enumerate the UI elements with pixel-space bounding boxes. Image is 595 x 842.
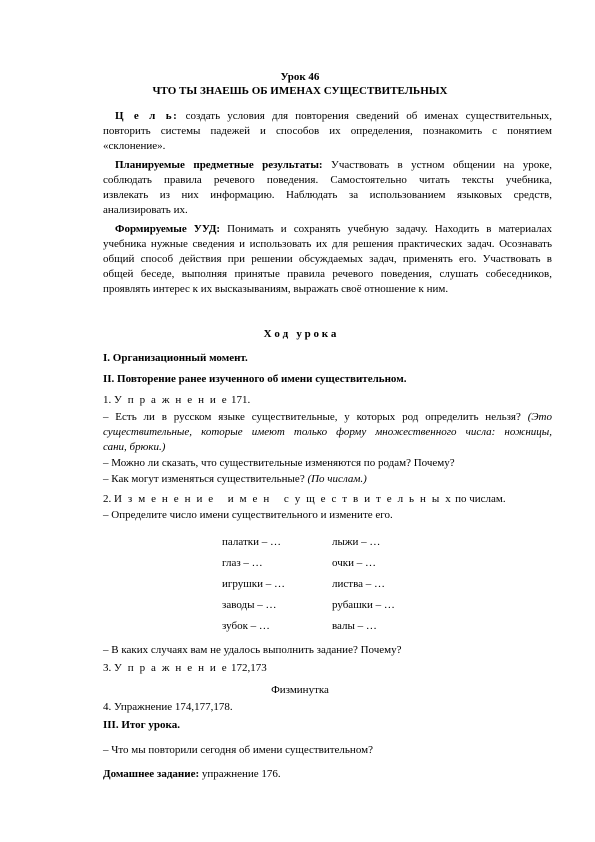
word-left-1: палатки – … [222,536,281,548]
question-4: – В каких случаях вам не удалось выполнить задание? Почему? [103,644,402,656]
homework-label: Домашнее задание: [103,768,200,780]
uud-line-2: учебника нужные сведения и использовать их для решения практических задач. Осознавать [103,238,552,250]
results-line-3: извлекать из них информацию. Наблюдать за использованием языковых средств, [103,189,552,201]
stage-2: II. Повторение ранее изученного об имени существительном. [103,373,407,385]
goal-line-1: Ц е л ь: создать условия для повторения сведений об именах существительных, [115,110,552,122]
results-line-2: соблюдать правила речевого поведения. Самостоятельно читать тексты учебника, [103,174,552,186]
exercise-4: 4. Упражнение 174,177,178. [103,701,233,713]
question-2: – Можно ли сказать, что существительные изменяются по родам? Почему? [103,457,455,469]
word-left-5: зубок – … [222,620,270,632]
task-2-instruction: – Определите число имени существительного и измените его. [103,509,393,521]
results-line-1: Планируемые предметные результаты: Участвовать в устном общении на уроке, [115,159,552,171]
uud-label: Формируемые УУД: [115,223,221,235]
word-left-3: игрушки – … [222,578,285,590]
word-right-5: валы – … [332,620,377,632]
task-2-heading: 2. И з м е н е н и е и м е н с у щ е с т в и т е л ь н ы х по числам. [103,493,506,505]
goal-line-3: «склонение». [103,140,166,152]
lesson-number: Урок 46 [280,71,320,83]
fizminutka: Физминутка [271,684,329,696]
exercise-3: 3. У п р а ж н е н и е 172,173 [103,662,267,674]
word-right-3: листва – … [332,578,385,590]
goal-line-2: повторить системы падежей и способов их определения, познакомить с понятием [103,125,552,137]
uud-line-4: общей беседе, выполняя принятые правила речевого поведения, слушать собеседников, [103,268,552,280]
question-1: – Есть ли в русском языке существительные, у которых род определить нельзя? (Это [103,411,552,423]
word-left-2: глаз – … [222,557,263,569]
word-left-4: заводы – … [222,599,277,611]
stage-1: I. Организационный момент. [103,352,248,364]
uud-line-3: общий способ действия при решении обсуждаемых задач, применять его. Участвовать в [103,253,552,265]
question-1-answer-line-3: сани, брюки.) [103,441,166,453]
course-heading: Х о д у р о к а [263,328,337,340]
homework: Домашнее задание: упражнение 176. [103,768,281,780]
uud-line-5: проявлять интерес к их высказываниям, выражать своё отношение к ним. [103,283,449,295]
uud-line-1: Формируемые УУД: Понимать и сохранять учебную задачу. Находить в материалах [115,223,552,235]
results-label: Планируемые предметные результаты: [115,159,323,171]
word-right-1: лыжи – … [332,536,381,548]
question-5: – Что мы повторили сегодня об имени существительном? [103,744,373,756]
lesson-topic: ЧТО ТЫ ЗНАЕШЬ ОБ ИМЕНАХ СУЩЕСТВИТЕЛЬНЫХ [152,85,448,97]
question-1-answer-line-2: существительные, которые имеют только форму множественного числа: ножницы, [103,426,552,438]
results-line-4: анализировать их. [103,204,188,216]
stage-3: III. Итог урока. [103,719,180,731]
question-3: – Как могут изменяться существительные? (По числам.) [103,473,367,485]
goal-label: Ц е л ь: [115,110,179,122]
exercise-1: 1. У п р а ж н е н и е 171. [103,394,251,406]
word-right-2: очки – … [332,557,376,569]
word-right-4: рубашки – … [332,599,395,611]
